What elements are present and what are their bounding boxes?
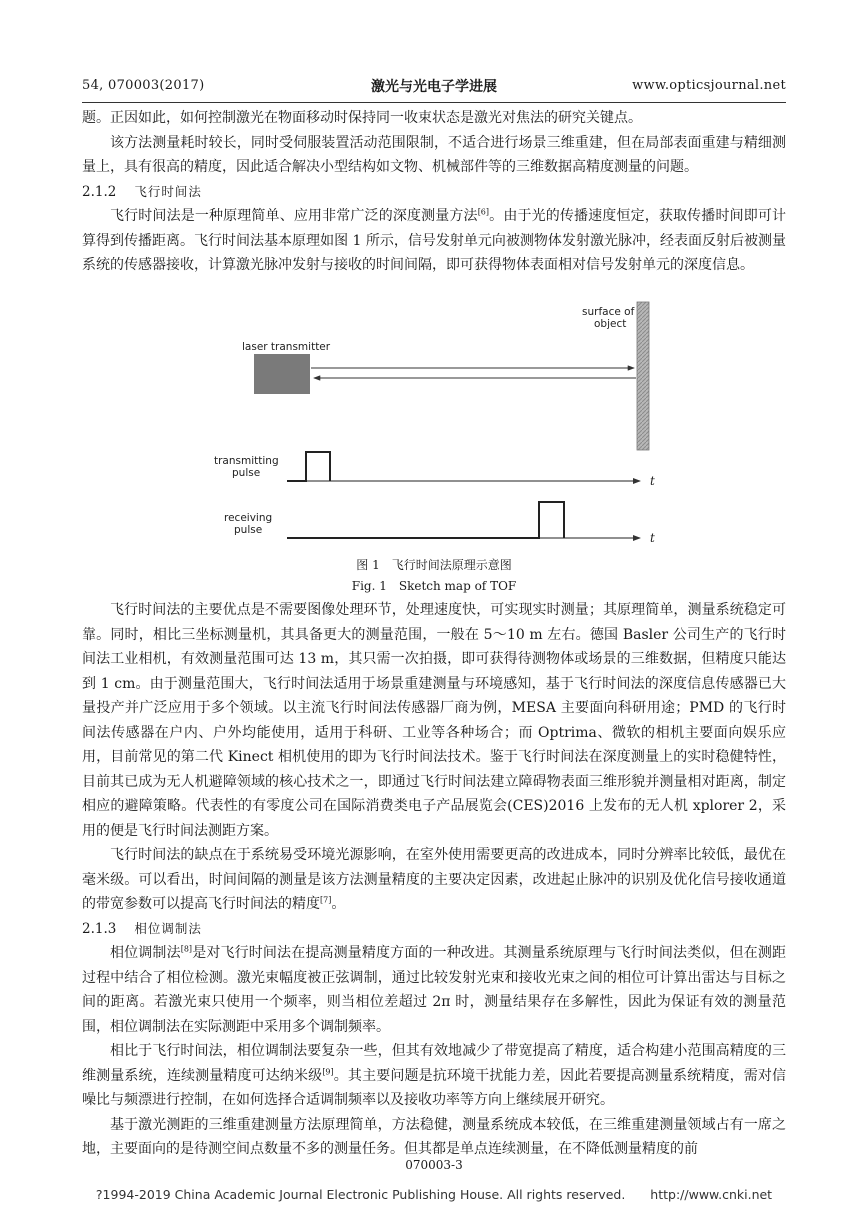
laser-transmitter-box [254, 354, 310, 394]
section-title: 相位调制法 [134, 920, 202, 936]
citation-ref-9[interactable]: [9] [322, 1066, 334, 1076]
transmitting-pulse-shape [287, 452, 330, 481]
section-number: 2.1.3 [82, 920, 117, 937]
surface-label-line-2: object [594, 318, 627, 330]
paragraph-1: 题。正因如此，如何控制激光在物面移动时保持同一收束状态是激光对焦法的研究关键点。 [82, 110, 642, 126]
paragraph-3 [82, 204, 786, 278]
receiving-label-line-2: pulse [234, 524, 263, 536]
copyright-footer: ?1994-2019 China Academic Journal Electronic Publishing House. All rights reserved. http://www.cnki.net [95, 1187, 773, 1202]
citation-ref-6[interactable]: [6] [477, 207, 490, 217]
receiving-label-line-1: receiving [224, 512, 273, 524]
transmitting-t-label: t [650, 474, 655, 488]
section-heading-2-1-2 [82, 180, 786, 205]
transmitting-label-line-2: pulse [232, 467, 261, 479]
section-title: 飞行时间法 [134, 183, 202, 199]
transmitting-label-line-1: transmitting [214, 455, 279, 467]
paragraph-3-text-a: 飞行时间法是一种原理简单、应用非常广泛的深度测量方法 [110, 208, 478, 224]
paragraph-5-text-a: 飞行时间法的缺点在于系统易受环境光源影响，在室外使用需要更高的改进成本，同时分辨率比较低，最优在毫米级。可以看出，时间间隔的测量是该方法测量精度的主要决定因素，改进起止脉冲的识别及优化信号接收通道的带宽参数可以提高飞行时间法的精度 [82, 847, 786, 912]
paragraph-7-text-b: 。其主要问题是抗环境干扰能力差，因此若要提高测量系统精度，需对信噪比与频漂进行控制，在如何选择合适调制频率以及接收功率等方向上继续展开研究。 [82, 1067, 787, 1108]
paragraph-7 [82, 1039, 786, 1113]
top-text [82, 106, 786, 278]
journal-title: 激光与光电子学进展 [371, 79, 497, 95]
header-rule [82, 102, 786, 103]
citation-ref-7[interactable]: [7] [320, 895, 332, 905]
receiving-pulse-shape [287, 502, 564, 538]
page-number: 070003-3 [405, 1158, 463, 1172]
running-header [82, 76, 786, 98]
paragraph-2: 该方法测量耗时较长，同时受伺服装置活动范围限制，不适合进行场景三维重建，但在局部表面重建与精细测量上，具有很高的精度，因此适合解决小型结构如文物、机械部件等的三维数据高精度测量的问题。 [82, 134, 786, 175]
section-heading-2-1-3 [82, 917, 786, 942]
figure-caption-cn: 图 1 飞行时间法原理示意图 [356, 558, 512, 572]
paragraph-5 [82, 843, 786, 917]
paragraph-8: 基于激光测距的三维重建测量方法原理简单，方法稳健，测量系统成本较低，在三维重建测量领域占有一席之地，主要面向的是待测空间点数量不多的测量任务。但其都是单点连续测量，在不降低测量精度的前 [82, 1116, 786, 1157]
paragraph-7-text-a: 相比于飞行时间法，相位调制法要复杂一些，但其有效地减少了带宽提高了精度，适合构建小范围高精度的三维测量系统，连续测量精度可达纳米级 [82, 1043, 786, 1084]
figure-1 [82, 290, 786, 550]
paragraph-3-text-b: 。由于光的传播速度恒定，获取传播时间即可计算得到传播距离。飞行时间法基本原理如图 1 所示，信号发射单元向被测物体发射激光脉冲，经表面反射后被测量系统的传感器接收，计算激光脉冲发射与接收的时间间隔，即可获得物体表面相对信号发射单元的深度信息。 [82, 208, 787, 273]
figure-caption-en: Fig. 1 Sketch map of TOF [351, 579, 517, 593]
citation-ref-8[interactable]: [8] [180, 944, 193, 954]
surface-label-line-1: surface of [582, 306, 635, 318]
bottom-text [82, 598, 786, 1162]
header-citation: 54, 070003(2017) [82, 78, 205, 93]
paragraph-4: 飞行时间法的主要优点是不需要图像处理环节，处理速度快，可实现实时测量；其原理简单，测量系统稳定可靠。同时，相比三坐标测量机，其具备更大的测量范围，一般在 5～10 m 左右。德国 Basler 公司生产的飞行时间法工业相机，有效测量范围可达 13 m，其只需一次拍摄，即可获得待测物体或场景的三维数据，但精度只能达到 1 cm。由于测量范围大，飞行时间法适用于场景重建测量与环境感知，基于飞行时间法的深度信息传感器已大量投产并广泛应用于多个领域。以主流飞行时间法传感器厂商为例，MESA 主要面向科研用途；PMD 的飞行时间法传感器在户内、户外均能使用，适用于科研、工业等各种场合；而 Optrima、微软的相机主要面向娱乐应用，目前常见的第二代 Kinect 相机使用的即为飞行时间法技术。鉴于飞行时间法在深度测量上的实时稳健特性，目前其已成为无人机避障领域的核心技术之一，即通过飞行时间法建立障碍物表面三维形貌并测量相对距离，制定相应的避障策略。代表性的有零度公司在国际消费类电子产品展览会(CES)2016 上发布的无人机 xplorer 2，采用的便是飞行时间法测距方案。 [82, 602, 786, 839]
object-surface [637, 302, 649, 450]
section-number: 2.1.2 [82, 183, 117, 200]
laser-transmitter-label: laser transmitter [242, 341, 331, 353]
paragraph-6-text-a: 相位调制法 [110, 945, 181, 961]
tof-diagram [82, 290, 786, 552]
journal-url[interactable]: www.opticsjournal.net [632, 78, 786, 93]
receiving-t-label: t [650, 531, 655, 545]
paragraph-6 [82, 941, 786, 1039]
paragraph-6-text-b: 是对飞行时间法在提高测量精度方面的一种改进。其测量系统原理与飞行时间法类似，但在测距过程中结合了相位检测。激光束幅度被正弦调制，通过比较发射光束和接收光束之间的相位可计算出雷达与目标之间的距离。若激光束只使用一个频率，则当相位差超过 2π 时，测量结果存在多解性，因此为保证有效的测量范围，相位调制法在实际测距中采用多个调制频率。 [82, 945, 787, 1035]
paragraph-5-text-b: 。 [331, 896, 346, 912]
